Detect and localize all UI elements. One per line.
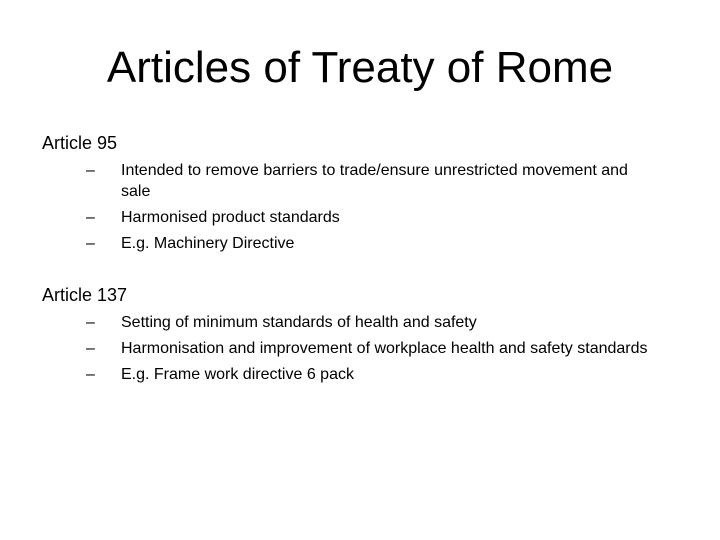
dash-bullet-icon: –: [86, 314, 95, 331]
list-item-text: Harmonised product standards: [121, 209, 340, 226]
list-item-text: Intended to remove barriers to trade/ensure unrestricted movement and sale: [121, 162, 628, 200]
bullet-list: [42, 160, 682, 254]
list-item-text: E.g. Machinery Directive: [121, 235, 295, 252]
list-item: [42, 233, 661, 254]
list-item-text: E.g. Frame work directive 6 pack: [121, 366, 354, 383]
list-item-text: Setting of minimum standards of health and safety: [121, 314, 477, 331]
list-item-text: Harmonisation and improvement of workplace health and safety standards: [121, 340, 648, 357]
dash-bullet-icon: –: [86, 162, 95, 179]
list-item: [42, 312, 661, 333]
section-article-95: [42, 132, 682, 259]
bullet-list: [42, 312, 682, 385]
list-item: [42, 338, 661, 359]
section-heading: Article 137: [42, 285, 128, 305]
list-item: [42, 364, 661, 385]
list-item: [42, 207, 661, 228]
dash-bullet-icon: –: [86, 366, 95, 383]
dash-bullet-icon: –: [86, 209, 95, 226]
dash-bullet-icon: –: [86, 235, 95, 252]
section-article-137: [42, 284, 682, 390]
slide-title: Articles of Treaty of Rome: [106, 43, 614, 92]
list-item: [42, 160, 661, 202]
dash-bullet-icon: –: [86, 340, 95, 357]
section-heading: Article 95: [42, 133, 118, 153]
